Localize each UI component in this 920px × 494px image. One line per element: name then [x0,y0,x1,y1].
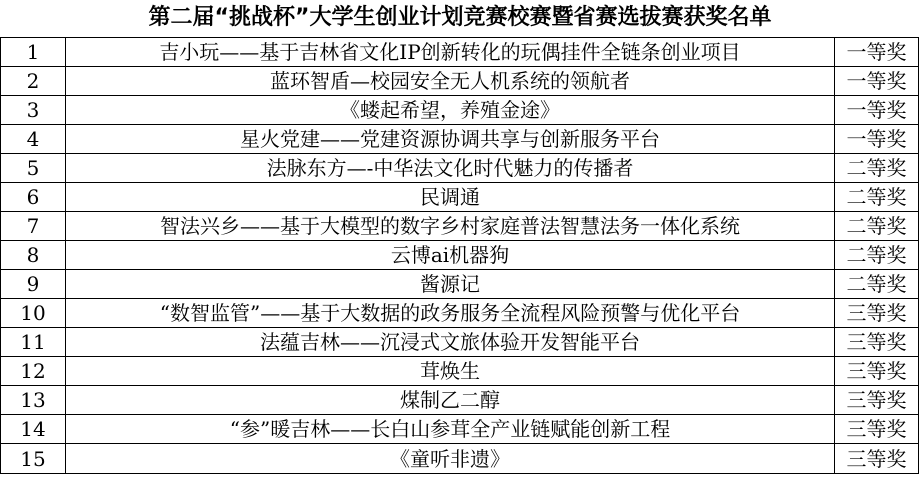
table-row [1,328,919,357]
table-row [1,241,919,270]
award-level: 一等奖 [835,38,919,67]
row-number: 5 [1,154,66,183]
project-name: 法蕴吉林——沉浸式文旅体验开发智能平台 [66,328,835,357]
row-number: 15 [1,444,66,474]
row-number: 11 [1,328,66,357]
table-row [1,415,919,444]
award-level: 二等奖 [835,154,919,183]
project-name: 星火党建——党建资源协调共享与创新服务平台 [66,125,835,154]
award-table [0,37,919,474]
project-name: “参”暖吉林——长白山参茸全产业链赋能创新工程 [66,415,835,444]
row-number: 7 [1,212,66,241]
project-name: 吉小玩——基于吉林省文化IP创新转化的玩偶挂件全链条创业项目 [66,38,835,67]
table-row [1,212,919,241]
row-number: 2 [1,67,66,96]
project-name: 《蝼起希望，养殖金途》 [66,96,835,125]
row-number: 1 [1,38,66,67]
table-row [1,299,919,328]
award-level: 三等奖 [835,299,919,328]
row-number: 10 [1,299,66,328]
project-name: 茸焕生 [66,357,835,386]
award-table-body [1,38,919,474]
award-level: 三等奖 [835,386,919,415]
page-title: 第二届“挑战杯”大学生创业计划竞赛校赛暨省赛选拔赛获奖名单 [148,5,772,30]
table-row [1,270,919,299]
row-number: 14 [1,415,66,444]
project-name: 蓝环智盾—校园安全无人机系统的领航者 [66,67,835,96]
row-number: 8 [1,241,66,270]
row-number: 6 [1,183,66,212]
award-level: 二等奖 [835,270,919,299]
project-name: 《童听非遗》 [66,444,835,474]
award-level: 一等奖 [835,125,919,154]
table-row [1,125,919,154]
project-name: 酱源记 [66,270,835,299]
project-name: 民调通 [66,183,835,212]
row-number: 12 [1,357,66,386]
award-level: 一等奖 [835,67,919,96]
table-row [1,67,919,96]
row-number: 4 [1,125,66,154]
row-number: 3 [1,96,66,125]
row-number: 9 [1,270,66,299]
award-level: 三等奖 [835,357,919,386]
table-row [1,183,919,212]
table-row [1,386,919,415]
award-level: 二等奖 [835,183,919,212]
table-row [1,444,919,474]
table-row [1,96,919,125]
project-name: 法脉东方—-中华法文化时代魅力的传播者 [66,154,835,183]
award-level: 三等奖 [835,444,919,474]
row-number: 13 [1,386,66,415]
project-name: “数智监管”——基于大数据的政务服务全流程风险预警与优化平台 [66,299,835,328]
award-level: 三等奖 [835,328,919,357]
table-row [1,154,919,183]
project-name: 云博ai机器狗 [66,241,835,270]
award-level: 一等奖 [835,96,919,125]
award-level: 三等奖 [835,415,919,444]
table-row [1,357,919,386]
project-name: 煤制乙二醇 [66,386,835,415]
table-row [1,38,919,67]
project-name: 智法兴乡——基于大模型的数字乡村家庭普法智慧法务一体化系统 [66,212,835,241]
award-level: 二等奖 [835,241,919,270]
award-level: 二等奖 [835,212,919,241]
